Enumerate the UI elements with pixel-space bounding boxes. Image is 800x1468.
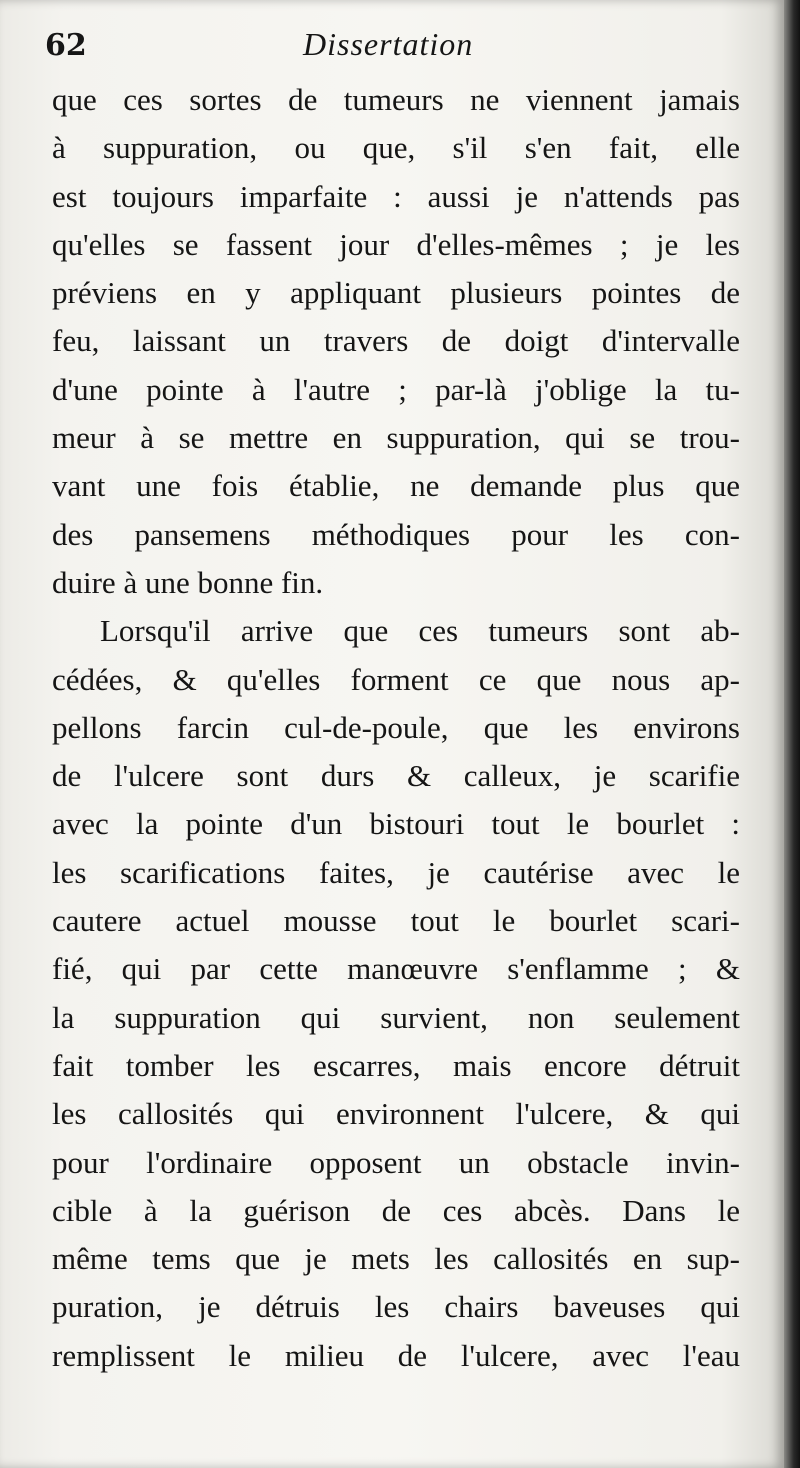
text-line: d'une pointe à l'autre ; par-là j'oblige la tu- — [52, 371, 740, 407]
text-line: remplissent le milieu de l'ulcere, avec l'eau — [52, 1337, 740, 1373]
text-line: Lorsqu'il arrive que ces tumeurs sont ab- — [100, 613, 740, 649]
text-line: des pansemens méthodiques pour les con- — [52, 516, 740, 552]
text-line: vant une fois établie, ne demande plus que — [52, 468, 740, 504]
text-line: pour l'ordinaire opposent un obstacle invin- — [52, 1144, 740, 1180]
running-title: Dissertation — [303, 26, 474, 62]
text-line: pellons farcin cul-de-poule, que les environs — [52, 709, 740, 745]
text-line: de l'ulcere sont durs & calleux, je scarifie — [52, 758, 740, 794]
text-line: fait tomber les escarres, mais encore détruit — [52, 1047, 740, 1083]
text-line: cédées, & qu'elles forment ce que nous ap- — [52, 661, 740, 697]
text-line: à suppuration, ou que, s'il s'en fait, elle — [52, 130, 740, 166]
text-line: qu'elles se fassent jour d'elles-mêmes ; je les — [52, 226, 740, 262]
running-head — [45, 22, 735, 72]
text-line: duire à une bonne fin. — [52, 564, 324, 600]
page-edge-shadow — [784, 0, 800, 1468]
text-line: est toujours imparfaite : aussi je n'attends pas — [52, 178, 740, 214]
text-line: meur à se mettre en suppuration, qui se trou- — [52, 420, 740, 456]
text-line: fié, qui par cette manœuvre s'enflamme ; & — [52, 951, 740, 987]
text-line: préviens en y appliquant plusieurs pointes de — [52, 275, 740, 311]
page-number: 62 — [45, 28, 87, 63]
text-line: que ces sortes de tumeurs ne viennent jamais — [52, 82, 740, 117]
text-line: feu, laissant un travers de doigt d'intervalle — [52, 323, 740, 359]
paragraph-2 — [52, 607, 740, 1380]
paragraph-1 — [52, 76, 740, 607]
body-text — [52, 76, 740, 1380]
text-line: avec la pointe d'un bistouri tout le bourlet : — [52, 806, 740, 842]
text-line: même tems que je mets les callosités en sup- — [52, 1241, 740, 1277]
text-line: cautere actuel mousse tout le bourlet scari- — [52, 903, 740, 939]
text-line: les callosités qui environnent l'ulcere, & qui — [52, 1096, 740, 1132]
text-line: les scarifications faites, je cautérise avec le — [52, 854, 740, 890]
text-line: cible à la guérison de ces abcès. Dans le — [52, 1192, 740, 1228]
text-line: la suppuration qui survient, non seulement — [52, 999, 740, 1035]
text-line: puration, je détruis les chairs baveuses qui — [52, 1289, 740, 1325]
